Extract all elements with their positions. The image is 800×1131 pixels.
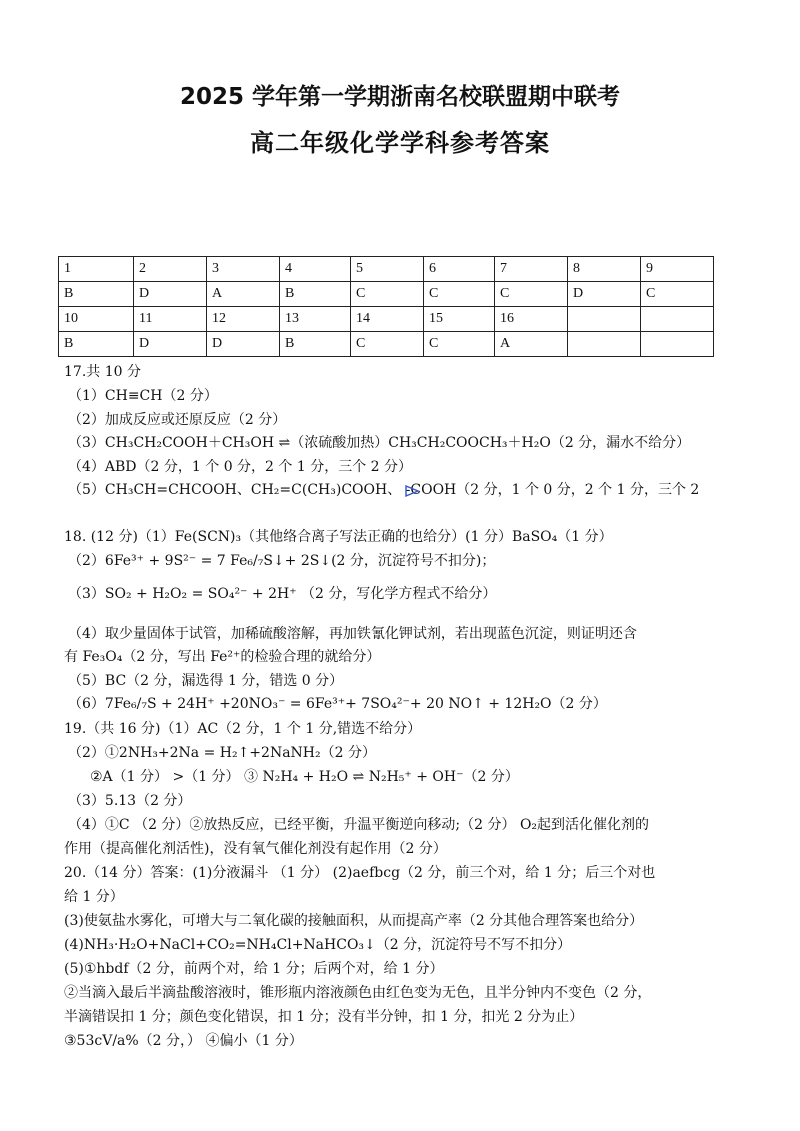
table-row: [59, 307, 714, 332]
table-cell: 8: [568, 257, 641, 282]
table-cell: A: [207, 282, 280, 307]
answer-line: 有 Fe₃O₄（2 分，写出 Fe²⁺的检验合理的就给分）: [64, 649, 381, 665]
answer-line: 半滴错误扣 1 分；颜色变化错误，扣 1 分；没有半分钟，扣 1 分，扣光 2 分为止）: [64, 1009, 584, 1025]
page-subtitle: 高二年级化学学科参考答案: [250, 129, 550, 157]
answer-table: [58, 256, 714, 357]
table-cell: B: [280, 282, 351, 307]
answer-line: （4）ABD（2 分，1 个 0 分，2 个 1 分，三个 2 分）: [68, 459, 413, 475]
answer-line: （4）①C （2 分）②放热反应，已经平衡，升温平衡逆向移动;（2 分） O₂起到活化催化剂的: [68, 817, 650, 833]
table-cell: 16: [495, 307, 568, 332]
answer-line: 20.（14 分）答案：(1)分液漏斗 （1 分） (2)aefbcg（2 分，前三个对，给 1 分；后三个对也: [64, 865, 656, 881]
table-cell: B: [280, 332, 351, 357]
table-cell: [641, 332, 714, 357]
answer-line: 作用（提高催化剂活性)，没有氧气催化剂没有起作用（2 分）: [64, 841, 447, 857]
answer-line: （3）CH₃CH₂COOH＋CH₃OH ⇌（浓硫酸加热）CH₃CH₂COOCH₃＋H₂O（2 分，漏水不给分）: [68, 435, 691, 451]
table-cell: 4: [280, 257, 351, 282]
table-cell: A: [495, 332, 568, 357]
table-cell: 3: [207, 257, 280, 282]
answer-line: (3)使氨盐水雾化，可增大与二氧化碳的接触面积，从而提高产率（2 分其他合理答案也给分）: [64, 913, 644, 929]
answer-line: （3）5.13（2 分）: [68, 793, 192, 809]
table-cell: 12: [207, 307, 280, 332]
table-cell: [568, 332, 641, 357]
table-cell: 2: [134, 257, 207, 282]
table-cell: [568, 307, 641, 332]
answer-line: 19.（共 16 分)（1）AC（2 分，1 个 1 分,错选不给分）: [64, 721, 422, 737]
table-cell: 9: [641, 257, 714, 282]
answer-line: 18. (12 分)（1）Fe(SCN)₃（其他络合离子写法正确的也给分）(1 分）BaSO₄（1 分）: [64, 529, 613, 545]
answer-line: （6）7Fe₆/₇S + 24H⁺ +20NO₃⁻ = 6Fe³⁺+ 7SO₄²⁻+ 20 NO↑ + 12H₂O（2 分）: [68, 696, 607, 712]
table-cell: D: [134, 282, 207, 307]
table-cell: 10: [59, 307, 134, 332]
table-cell: 11: [134, 307, 207, 332]
table-cell: B: [59, 282, 134, 307]
table-cell: D: [568, 282, 641, 307]
answer-line: （2）①2NH₃+2Na = H₂↑+2NaNH₂（2 分）: [68, 745, 376, 761]
table-cell: C: [495, 282, 568, 307]
answer-line: （5）CH₃CH=CHCOOH、CH₂=C(CH₃)COOH、 -COOH（2 分，1 个 0 分，2 个 1 分，三个 2: [68, 482, 700, 498]
answer-line: （2）加成反应或还原反应（2 分）: [68, 412, 287, 428]
table-cell: 15: [424, 307, 495, 332]
answer-line: （5）BC（2 分，漏选得 1 分，错选 0 分）: [68, 673, 344, 689]
answer-line: ②当滴入最后半滴盐酸溶液时，锥形瓶内溶液颜色由红色变为无色，且半分钟内不变色（2 分，: [64, 985, 652, 1001]
answer-line: (5)①hbdf（2 分，前两个对，给 1 分；后两个对，给 1 分）: [64, 961, 444, 977]
table-cell: 14: [351, 307, 424, 332]
table-cell: D: [134, 332, 207, 357]
table-cell: 7: [495, 257, 568, 282]
table-cell: D: [207, 332, 280, 357]
table-cell: 5: [351, 257, 424, 282]
table-cell: [641, 307, 714, 332]
answer-line: ③53cV/a%（2 分，） ④偏小（1 分）: [64, 1033, 303, 1049]
answer-line: 给 1 分）: [64, 889, 124, 905]
answer-line: (4)NH₃·H₂O+NaCl+CO₂=NH₄Cl+NaHCO₃↓（2 分，沉淀符号不写不扣分）: [64, 937, 572, 953]
table-cell: 6: [424, 257, 495, 282]
table-row: [59, 257, 714, 282]
answer-line: （2）6Fe³⁺ + 9S²⁻ = 7 Fe₆/₇S↓+ 2S↓(2 分，沉淀符号不扣分)；: [68, 553, 496, 569]
table-cell: C: [641, 282, 714, 307]
answer-line: ②A（1 分） >（1 分） ③ N₂H₄ + H₂O ⇌ N₂H₅⁺ + OH⁻（2 分）: [90, 769, 519, 785]
benzene-ring-icon: [404, 484, 420, 498]
table-cell: C: [424, 332, 495, 357]
table-cell: C: [424, 282, 495, 307]
table-cell: C: [351, 282, 424, 307]
table-cell: 13: [280, 307, 351, 332]
table-row: [59, 332, 714, 357]
answer-line: （3）SO₂ + H₂O₂ = SO₄²⁻ + 2H⁺ （2 分，写化学方程式不给分）: [68, 586, 497, 602]
answer-line: （4）取少量固体于试管，加稀硫酸溶解，再加铁氰化钾试剂，若出现蓝色沉淀，则证明还含: [68, 626, 637, 642]
table-cell: B: [59, 332, 134, 357]
answer-line: （1）CH≡CH（2 分）: [68, 388, 218, 404]
answer-line: 17.共 10 分: [64, 364, 141, 380]
table-cell: C: [351, 332, 424, 357]
table-row: [59, 282, 714, 307]
table-cell: 1: [59, 257, 134, 282]
page-title: 2025 学年第一学期浙南名校联盟期中联考: [179, 84, 621, 110]
